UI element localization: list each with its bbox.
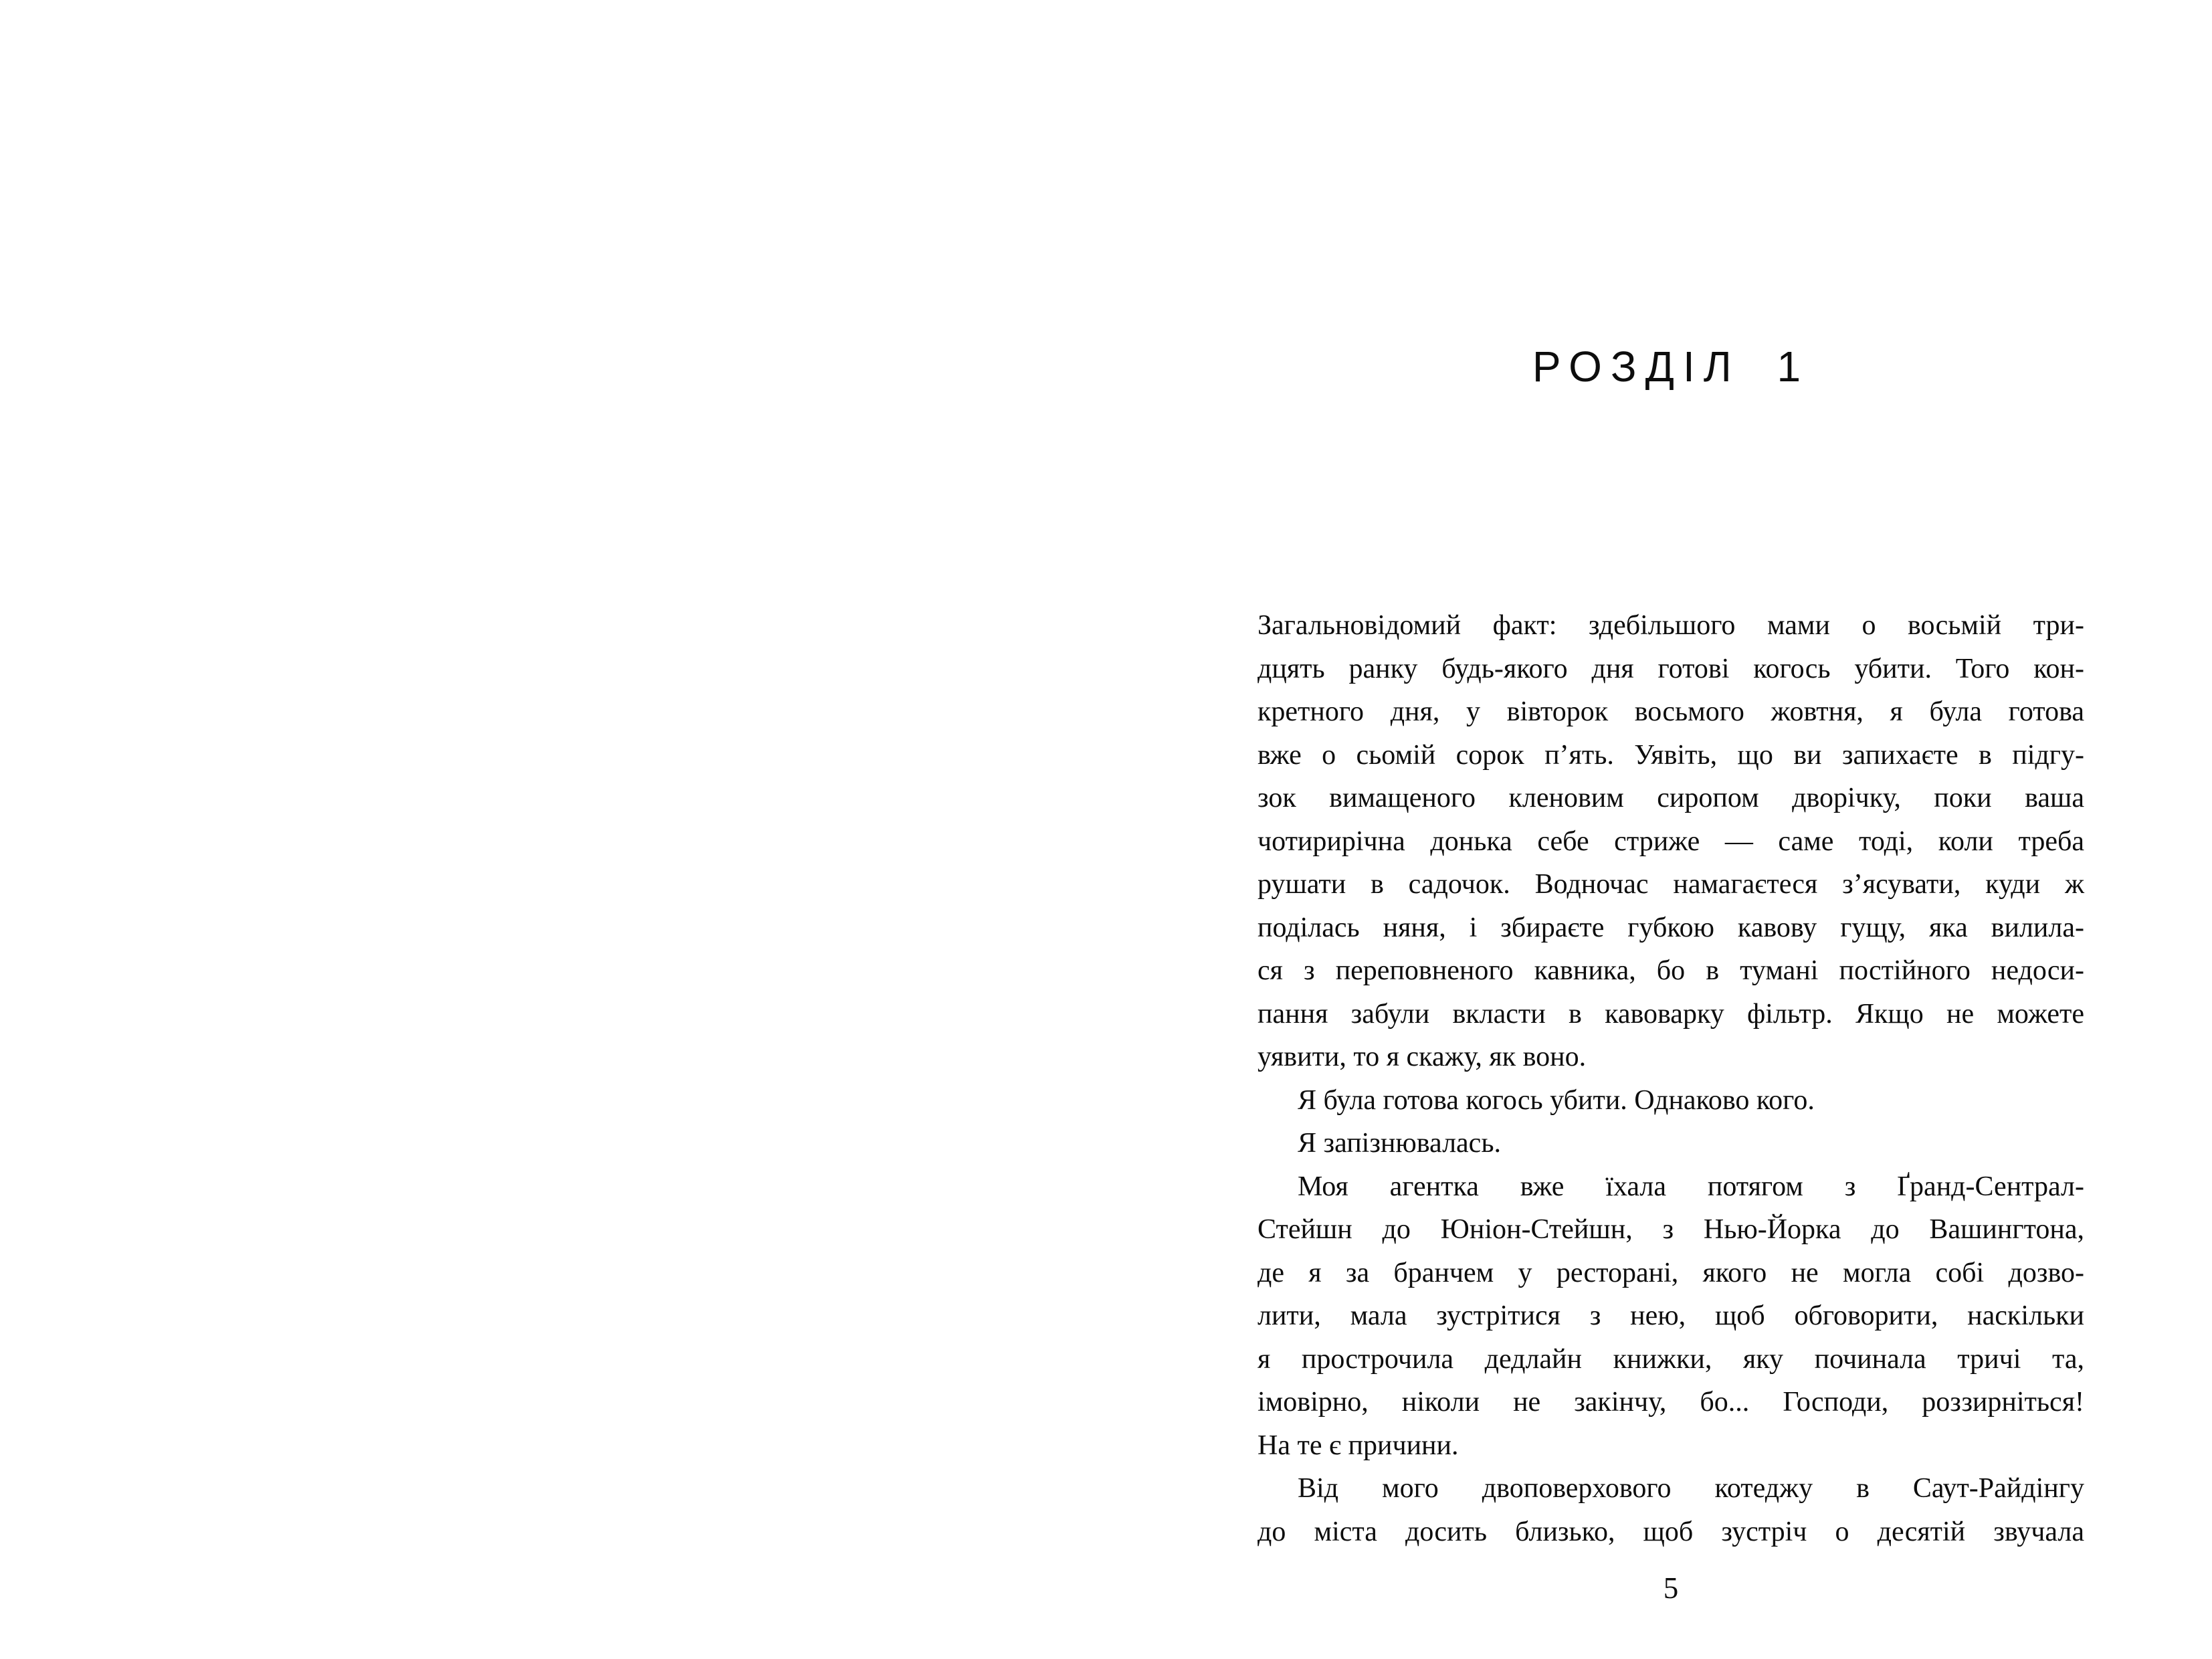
text-line: лити, мала зустрітися з нею, щоб обговорити, наскільки (1258, 1300, 2084, 1331)
text-line: Я запізнювалась. (1298, 1128, 1501, 1159)
text-line: поділась няня, і збираєте губкою кавову гущу, яка вилила- (1258, 912, 2084, 943)
text-line: вже о сьомій сорок п’ять. Уявіть, що ви запихаєте в підгу- (1258, 739, 2084, 771)
paragraph (1258, 1079, 2084, 1123)
paragraph (1258, 1467, 2084, 1553)
text-line: де я за бранчем у ресторані, якого не могла собі дозво- (1258, 1257, 2084, 1288)
page-number: 5 (1663, 1571, 1679, 1605)
text-line: На те є причини. (1258, 1430, 1459, 1461)
text-line: дцять ранку будь-якого дня готові когось убити. Того кон- (1258, 653, 2084, 684)
text-line: Загальновідомий факт: здебільшого мами о восьмій три- (1258, 610, 2084, 641)
text-line: до міста досить близько, щоб зустріч о десятій звучала (1258, 1516, 2084, 1547)
chapter-heading: РОЗДІЛ 1 (1532, 343, 1810, 391)
text-line: уявити, то я скажу, як воно. (1258, 1042, 1587, 1072)
text-line: ся з переповненого кавника, бо в тумані постійного недоси- (1258, 955, 2084, 986)
paragraph (1258, 604, 2084, 1079)
text-line: імовірно, ніколи не закінчу, бо... Господи, роззирніться! (1258, 1387, 2084, 1418)
text-line: Стейшн до Юніон-Стейшн, з Нью-Йорка до Вашингтона, (1258, 1214, 2084, 1245)
text-line: кретного дня, у вівторок восьмого жовтня, я була готова (1258, 696, 2084, 727)
paragraph (1258, 1122, 2084, 1165)
paragraph (1258, 1165, 2084, 1468)
text-line: Від мого двоповерхового котеджу в Саут-Райдінгу (1298, 1473, 2084, 1504)
body-text (1258, 604, 2084, 1553)
text-line: зок вимащеного кленовим сиропом дворічку, поки ваша (1258, 783, 2084, 813)
text-line: Я була готова когось убити. Однаково кого. (1298, 1084, 1815, 1116)
text-line: чотирирічна донька себе стриже — саме тоді, коли треба (1258, 825, 2084, 857)
text-line: рушати в садочок. Водночас намагаєтеся з’ясувати, куди ж (1258, 869, 2084, 900)
text-line: пання забули вкласти в кавоварку фільтр. Якщо не можете (1258, 998, 2084, 1030)
text-line: я прострочила дедлайн книжки, яку починала тричі та, (1258, 1343, 2084, 1375)
text-line: Моя агентка вже їхала потягом з Ґранд-Сентрал- (1298, 1171, 2084, 1202)
